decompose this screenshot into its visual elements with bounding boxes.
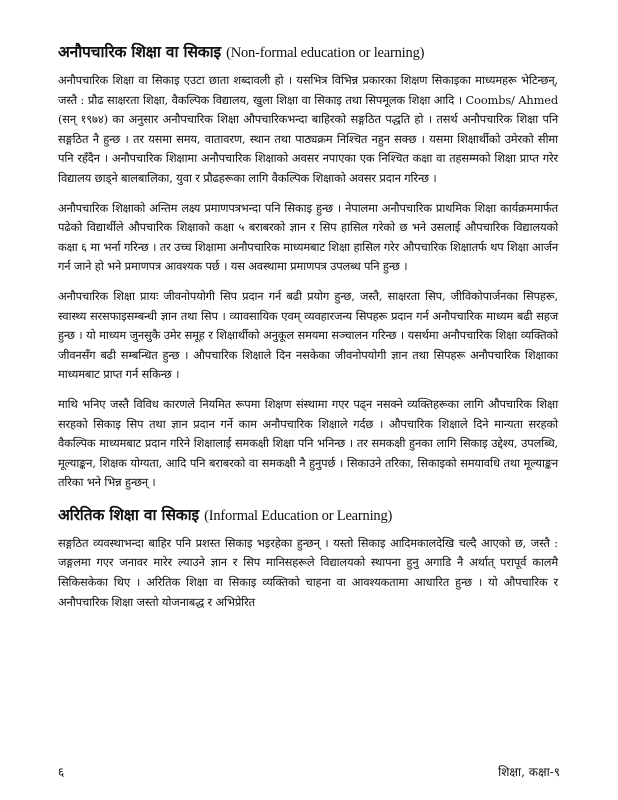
section-heading-nonformal [58, 40, 558, 65]
book-title: शिक्षा, कक्षा-९ [498, 765, 560, 779]
paragraph: माथि भनिए जस्तै विविध कारणले नियमित रूपमा शिक्षण संस्थामा गएर पढ्न नसक्ने व्यक्तिहरूका लागि औपचारिक शिक्षा सरहको सिकाइ सिप तथा ज्ञान प्रदान गर्ने काम अनौपचारिक शिक्षाले गर्दछ । औपचारिक शिक्षाले दिने मान्यता सरहको वैकल्पिक माध्यमबाट प्रदान गरिने शिक्षालाई समकक्षी शिक्षा पनि भनिन्छ । तर समकक्षी हुनका लागि सिकाइ उद्देश्य, उपलब्धि, मूल्याङ्कन, शिक्षक योग्यता, आदि पनि बराबरको वा समकक्षी नै हुनुपर्छ । सिकाउने तरिका, सिकाइको समयावधि तथा मूल्याङ्कन तरिका भने भिन्न हुन्छन् । [58, 396, 558, 490]
page-footer [58, 763, 560, 780]
page-number: ६ [58, 765, 65, 779]
paragraph: अनौपचारिक शिक्षा वा सिकाइ एउटा छाता शब्दावली हो । यसभित्र विभिन्न प्रकारका शिक्षण सिकाइका माध्यमहरू भेटिन्छन्, जस्तै : प्रौढ साक्षरता शिक्षा, वैकल्पिक विद्यालय, खुला शिक्षा वा सिकाइ तथा सिपमूलक शिक्षा आदि । Coombs/ Ahmed (सन् १९७४) का अनुसार अनौपचारिक शिक्षा औपचारिकभन्दा बाहिरको सङ्गठित पद्धति हो । तसर्थ अनौपचारिक शिक्षा पनि सङ्गठित नै हुन्छ । तर यसमा समय, वातावरण, स्थान तथा पाठ्यक्रम निश्चित नहुन सक्छ । यसमा शिक्षार्थीको उमेरको सीमा पनि रहँदैन । अनौपचारिक शिक्षामा अनौपचारिक शिक्षाको अवसर नपाएका एक निश्चित कक्षा वा तहसम्मको शिक्षा प्राप्त गरेर विद्यालय छाड्ने बालबालिका, युवा र प्रौढहरूका लागि वैकल्पिक शिक्षाको अवसर प्रदान गरिन्छ । [58, 73, 558, 185]
heading-english: (Informal Education or Learning) [204, 507, 393, 524]
heading-text: अरितिक शिक्षा वा सिकाइ [58, 504, 199, 524]
page-content [58, 40, 558, 622]
paragraph: सङ्गठित व्यवस्थाभन्दा बाहिर पनि प्रशस्त सिकाइ भइरहेका हुन्छन् । यस्तो सिकाइ आदिमकालदेखि चल्दै आएको छ, जस्तै : जङ्गलमा गएर जनावर मारेर ल्याउने ज्ञान र सिप मानिसहरूले विद्यालयको स्थापना हुनु अगाडि नै अर्थात् परापूर्व कालमै सिकिसकेका थिए । अरितिक शिक्षा वा सिकाइ व्यक्तिको चाहना वा आवश्यकतामा आधारित हुन्छ । यो औपचारिक र अनौपचारिक शिक्षा जस्तो योजनाबद्ध र अभिप्रेरित [58, 535, 558, 609]
heading-english: (Non-formal education or learning) [226, 45, 425, 61]
heading-text: अनौपचारिक शिक्षा वा सिकाइ [58, 42, 221, 61]
paragraph: अनौपचारिक शिक्षाको अन्तिम लक्ष्य प्रमाणपत्रभन्दा पनि सिकाइ हुन्छ । नेपालमा अनौपचारिक प्राथमिक शिक्षा कार्यक्रममार्फत पढेको विद्यार्थीले औपचारिक शिक्षाको कक्षा ५ बराबरको ज्ञान र सिप हासिल गरेको छ भने उसलाई औपचारिक विद्यालयको कक्षा ६ मा भर्ना गरिन्छ । तर उच्च शिक्षामा अनौपचारिक माध्यमबाट शिक्षा हासिल गरेर औपचारिक शिक्षातर्फ थप शिक्षा आर्जन गर्न जाने हो भने प्रमाणपत्र आवश्यक पर्छ । यस अवस्थामा प्रमाणपत्र उपलब्ध पनि हुन्छ । [58, 200, 558, 274]
section-heading-informal [58, 503, 558, 528]
paragraph: अनौपचारिक शिक्षा प्रायः जीवनोपयोगी सिप प्रदान गर्न बढी प्रयोग हुन्छ, जस्तै, साक्षरता सिप, जीविकोपार्जनका सिपहरू, स्वास्थ्य सरसफाइसम्बन्धी ज्ञान तथा सिप । व्यावसायिक एवम् व्यवहारजन्य सिपहरू प्रदान गर्न अनौपचारिक माध्यम बढी सहज हुन्छ । यो माध्यम जुनसुकै उमेर समूह र शिक्षार्थीको अनुकूल समयमा सञ्चालन गरिन्छ । यसर्थमा अनौपचारिक शिक्षा व्यक्तिको जीवनसँग बढी सम्बन्धित हुन्छ । औपचारिक शिक्षाले दिन नसकेका जीवनोपयोगी ज्ञान तथा सिपहरू अनौपचारिक शिक्षाका माध्यमबाट प्राप्त गर्न सकिन्छ । [58, 288, 558, 382]
